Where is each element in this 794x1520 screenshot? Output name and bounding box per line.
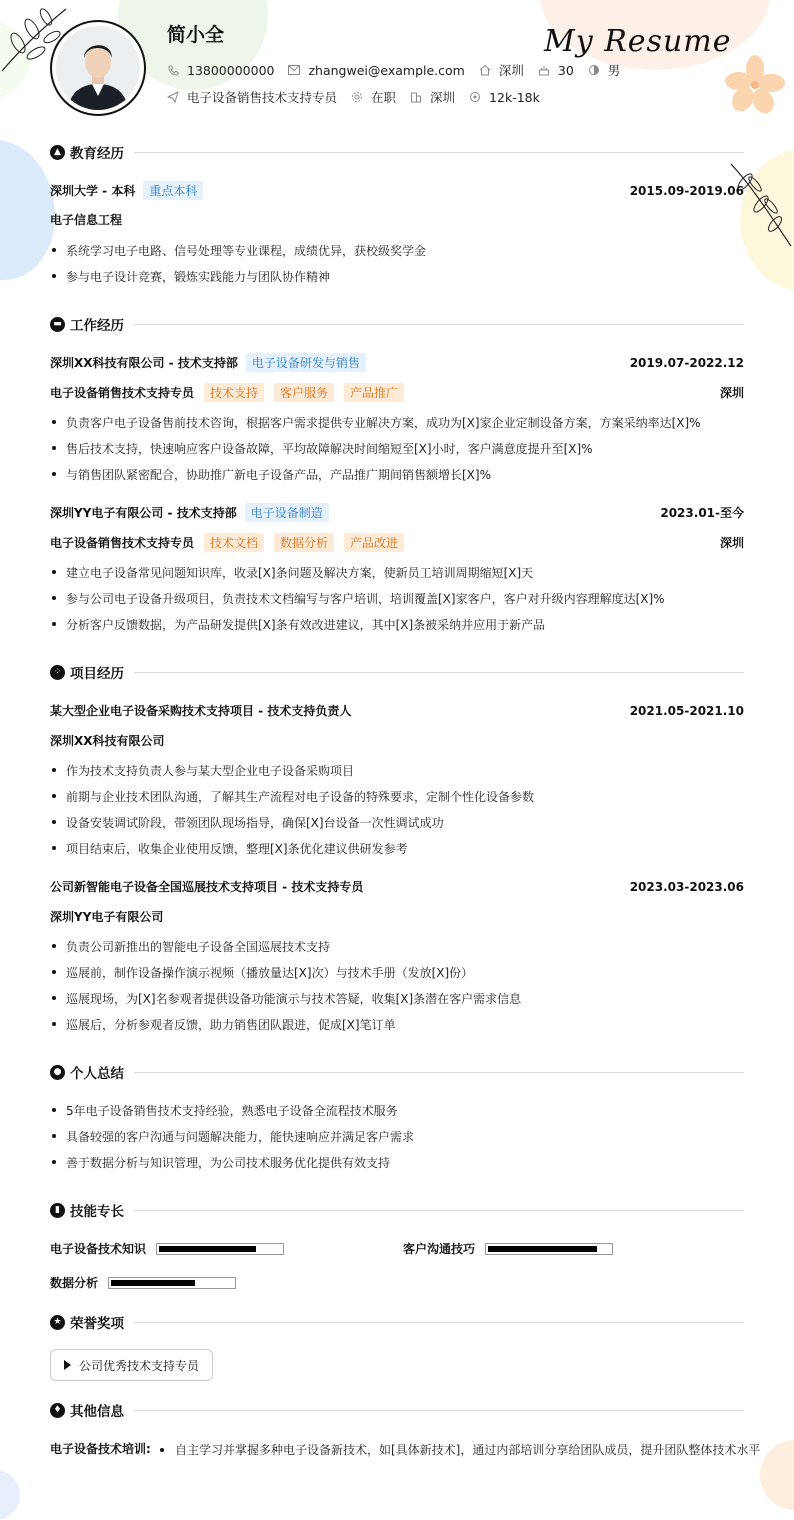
list-item: 巡展现场，为[X]名参观者提供设备功能演示与技术答疑，收集[X]条潜在客户需求信息 [50,990,744,1007]
industry-tag: 电子设备制造 [245,503,329,522]
list-item: 系统学习电子电路、信号处理等专业课程，成绩优异，获校级奖学金 [50,242,744,259]
award-icon: ★ [50,1315,65,1330]
other-text: 自主学习并掌握多种电子设备新技术，如[具体新技术]，通过内部培训分享给团队成员，提升团队整体技术水平 [158,1440,761,1460]
project-name: 公司新智能电子设备全国巡展技术支持项目 - 技术支持专员 [50,880,364,894]
flower-decoration-icon [725,55,785,115]
graduation-cap-icon: ▲ [50,145,65,160]
skill-name: 客户沟通技巧 [403,1242,476,1256]
list-item: 前期与企业技术团队沟通，了解其生产流程对电子设备的特殊要求，定制个性化设备参数 [50,788,744,805]
skill-bar-fill [159,1246,256,1252]
age-item [538,63,574,78]
list-item: 善于数据分析与知识管理，为公司技术服务优化提供有效支持 [50,1154,744,1171]
briefcase-icon: ▬ [50,317,65,332]
section-title: 工作经历 [70,318,124,334]
home-icon [479,64,491,76]
section-title: 荣誉奖项 [70,1316,124,1332]
role-name: 电子设备销售技术支持专员 [50,386,195,400]
list-item: 负责公司新推出的智能电子设备全国巡展技术支持 [50,938,744,955]
salary-item [469,90,540,105]
salary-text: 12k-18k [489,89,540,105]
award-name: 公司优秀技术支持专员 [79,1358,200,1373]
list-item: 项目结束后，收集企业使用反馈，整理[X]条优化建议供研发参考 [50,840,744,857]
candidate-name: 简小全 [167,24,225,46]
divider [134,324,744,325]
project-company: 深圳XX科技有限公司 [50,734,165,748]
email-item [288,63,464,78]
target-city-text: 深圳 [430,90,456,105]
list-item: 参与电子设计竞赛，锻炼实践能力与团队协作精神 [50,268,744,285]
divider [134,1322,744,1323]
company-name: 深圳XX科技有限公司 - 技术支持部 [50,356,238,370]
list-item: 具备较强的客户沟通与问题解决能力，能快速响应并满足客户需求 [50,1128,744,1145]
gender-text: 男 [607,63,621,78]
list-item: 作为技术支持负责人参与某大型企业电子设备采购项目 [50,762,744,779]
project-date: 2021.05-2021.10 [629,703,744,718]
role-name: 电子设备销售技术支持专员 [50,536,195,550]
role-row [50,533,744,552]
skill-tag: 客户服务 [274,383,334,402]
section-title: 个人总结 [70,1066,124,1082]
section-work [50,316,744,332]
my-resume-title: My Resume [544,24,732,59]
skill-tag: 技术文档 [204,533,264,552]
section-title: 教育经历 [70,146,124,162]
skill-tag: 产品改进 [344,533,404,552]
age-text: 30 [557,62,574,78]
work-row [50,503,744,522]
company-name: 深圳YY电子有限公司 - 技术支持部 [50,506,237,520]
skill-tag: 产品推广 [344,383,404,402]
list-item: 5年电子设备销售技术支持经验，熟悉电子设备全流程技术服务 [50,1102,744,1119]
section-education [50,144,744,160]
section-skills [50,1202,744,1218]
list-item: 巡展后，分析参观者反馈，助力销售团队跟进，促成[X]笔订单 [50,1016,744,1033]
skill-bar [108,1277,236,1289]
city-item [479,61,524,79]
skill-item [50,1274,236,1291]
skill-item [50,1240,284,1257]
avatar [50,20,146,116]
work-row [50,353,744,372]
award-item [50,1349,213,1381]
position-text: 电子设备销售技术支持专员 [187,90,338,105]
school-tag: 重点本科 [143,181,203,200]
education-date: 2015.09-2019.06 [629,183,744,198]
skill-tag: 数据分析 [274,533,334,552]
work-date: 2023.01-至今 [660,506,744,520]
section-title: 项目经历 [70,666,124,682]
email-text: zhangwei@example.com [308,62,465,78]
cake-icon [538,64,550,76]
avatar-photo-icon [56,26,140,110]
industry-tag: 电子设备研发与销售 [246,353,366,372]
grid-icon: ⁘ [50,665,65,680]
work-city: 深圳 [719,386,744,400]
school-name: 深圳大学 - 本科 [50,184,136,198]
building-icon [410,91,422,103]
project-date: 2023.03-2023.06 [629,879,744,894]
send-icon [167,91,179,103]
status-text: 在职 [371,90,397,105]
skill-bar [485,1243,613,1255]
other-label: 电子设备技术培训: [50,1442,151,1456]
skill-item [403,1240,613,1257]
coin-icon [469,91,481,103]
divider [134,152,744,153]
play-triangle-icon [64,1360,71,1370]
role-row [50,383,744,402]
info-icon: ♦ [50,1403,65,1418]
project-row [50,878,744,895]
bar-chart-icon: ▮ [50,1203,65,1218]
section-title: 技能专长 [70,1204,124,1220]
person-icon: ● [50,1065,65,1080]
work-date: 2019.07-2022.12 [629,355,744,370]
skill-bar-fill [488,1246,597,1252]
divider [134,672,744,673]
decor-circle [0,1470,20,1520]
list-item: 与销售团队紧密配合，协助推广新电子设备产品，产品推广期间销售额增长[X]% [50,466,744,483]
contact-row [167,61,634,79]
target-city-item [410,88,455,106]
divider [134,1410,744,1411]
divider [134,1210,744,1211]
work-city: 深圳 [719,536,744,550]
project-name: 某大型企业电子设备采购技术支持项目 - 技术支持负责人 [50,704,352,718]
status-item [351,88,396,106]
section-projects [50,664,744,680]
phone-text: 13800000000 [187,62,275,78]
project-row [50,702,744,719]
gear-icon [351,91,363,103]
section-summary [50,1064,744,1080]
branch-decoration-icon [725,160,794,250]
decor-circle [760,1440,794,1510]
gender-item [588,61,621,79]
list-item: 参与公司电子设备升级项目，负责技术文档编写与客户培训，培训覆盖[X]家客户，客户对升级内容理解度达[X]% [50,590,744,607]
skill-name: 电子设备技术知识 [50,1242,147,1256]
phone-icon [167,64,179,76]
list-item: 巡展前，制作设备操作演示视频（播放量达[X]次）与技术手册（发放[X]份） [50,964,744,981]
section-honors [50,1314,744,1330]
skill-bar [156,1243,284,1255]
list-item: 负责客户电子设备售前技术咨询，根据客户需求提供专业解决方案，成功为[X]家企业定制设备方案，方案采纳率达[X]% [50,414,744,431]
major: 电子信息工程 [50,213,123,227]
project-company-row [50,908,744,925]
list-item: 售后技术支持，快速响应客户设备故障，平均故障解决时间缩短至[X]小时，客户满意度提升至[X]% [50,440,744,457]
phone-item [167,63,274,78]
mail-icon [288,64,300,76]
section-title: 其他信息 [70,1404,124,1420]
section-other [50,1402,744,1418]
divider [134,1072,744,1073]
education-row [50,181,744,200]
major-row [50,211,744,228]
decor-leaf-blob [0,140,55,280]
gender-icon [588,64,600,76]
city-text: 深圳 [498,63,524,78]
list-item: 设备安装调试阶段，带领团队现场指导，确保[X]台设备一次性调试成功 [50,814,744,831]
skill-tag: 技术支持 [204,383,264,402]
list-item: 分析客户反馈数据，为产品研发提供[X]条有效改进建议，其中[X]条被采纳并应用于新产品 [50,616,744,633]
position-item [167,88,337,106]
project-company: 深圳YY电子有限公司 [50,910,164,924]
skill-name: 数据分析 [50,1276,99,1290]
list-item: 建立电子设备常见问题知识库，收录[X]条问题及解决方案，使新员工培训周期缩短[X]天 [50,564,744,581]
project-company-row [50,732,744,749]
job-intent-row [167,88,554,106]
skill-bar-fill [111,1280,195,1286]
